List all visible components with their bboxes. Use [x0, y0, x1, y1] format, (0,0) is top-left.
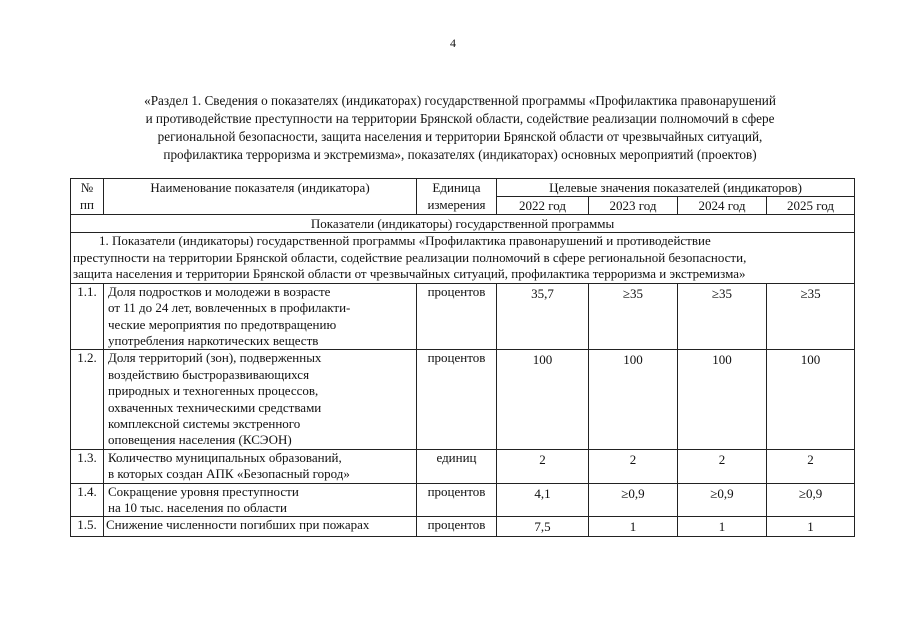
group-title-row [71, 233, 855, 284]
row-name-line: в которых создан АПК «Безопасный город» [108, 466, 350, 482]
row-value-2023: 100 [589, 350, 678, 449]
header-year-2024: 2024 год [678, 197, 767, 215]
row-name [104, 283, 417, 350]
row-value-2022: 7,5 [497, 517, 589, 536]
row-name-line: охваченных техническими средствами [108, 399, 322, 415]
row-name [104, 350, 417, 449]
row-value-2024: 1 [678, 517, 767, 536]
row-name-line: Снижение численности погибших при пожарах [106, 517, 370, 533]
heading-line: «Раздел 1. Сведения о показателях (индикаторах) государственной программы «Профилактика правонарушений [144, 93, 776, 108]
table-header-row [71, 179, 855, 197]
row-num: 1.1. [71, 283, 104, 350]
row-value-2025: ≥0,9 [767, 483, 855, 517]
row-value-2023: 1 [589, 517, 678, 536]
header-year-2025: 2025 год [767, 197, 855, 215]
row-name-line: Количество муниципальных образований, [108, 449, 342, 465]
row-value-2022: 4,1 [497, 483, 589, 517]
header-targets-cell: Целевые значения показателей (индикаторов) [497, 179, 855, 197]
row-name-line: природных и техногенных процессов, [108, 383, 319, 399]
header-year-2023: 2023 год [589, 197, 678, 215]
row-value-2022: 2 [497, 449, 589, 483]
row-unit: единиц [417, 449, 497, 483]
row-unit: процентов [417, 350, 497, 449]
heading-line: и противодействие преступности на территории Брянской области, содействие реализации полномочий в сфере [145, 111, 775, 126]
row-value-2023: ≥35 [589, 283, 678, 350]
header-year-2022: 2022 год [497, 197, 589, 215]
row-name [104, 483, 417, 517]
row-name-line: воздействию быстроразвивающихся [108, 366, 310, 382]
row-name-line: на 10 тыс. населения по области [108, 500, 287, 516]
table-row [71, 483, 855, 517]
row-num: 1.3. [71, 449, 104, 483]
row-name-line: комплексной системы экстренного [108, 416, 301, 432]
header-num-line1: № [80, 180, 94, 195]
table-row [71, 449, 855, 483]
row-num: 1.5. [71, 517, 104, 536]
row-name-line: оповещения населения (КСЭОН) [108, 432, 292, 448]
section-heading [80, 92, 840, 164]
table-row [71, 517, 855, 536]
section-title-cell: Показатели (индикаторы) государственной программы [71, 215, 855, 233]
row-name-line: от 11 до 24 лет, вовлеченных в профилакти- [108, 300, 351, 316]
header-num-cell [71, 179, 104, 215]
row-value-2023: ≥0,9 [589, 483, 678, 517]
row-value-2024: ≥35 [678, 283, 767, 350]
row-num: 1.4. [71, 483, 104, 517]
group-title-line: защита населения и территории Брянской области от чрезвычайных ситуаций, профилактика терроризма и экстремизма» [73, 266, 746, 282]
heading-line: региональной безопасности, защита населения и территории Брянской области от чрезвычайных ситуаций, [157, 129, 763, 144]
indicators-table [70, 178, 855, 537]
row-unit: процентов [417, 483, 497, 517]
row-unit: процентов [417, 283, 497, 350]
row-name-line: ческие мероприятия по предотвращению [108, 316, 337, 332]
row-name-line: употребления наркотических веществ [108, 333, 319, 348]
header-unit-cell [417, 179, 497, 215]
row-value-2025: 1 [767, 517, 855, 536]
row-name-line: Сокращение уровня преступности [108, 483, 299, 499]
row-value-2023: 2 [589, 449, 678, 483]
section-title-row [71, 215, 855, 233]
row-name-line: Доля подростков и молодежи в возрасте [108, 283, 331, 299]
row-name [104, 517, 417, 536]
row-value-2022: 35,7 [497, 283, 589, 350]
row-value-2024: ≥0,9 [678, 483, 767, 517]
group-title-line: 1. Показатели (индикаторы) государственной программы «Профилактика правонарушений и противодействие [99, 233, 711, 248]
row-value-2024: 2 [678, 449, 767, 483]
row-value-2025: ≥35 [767, 283, 855, 350]
header-num-line2: пп [80, 197, 94, 212]
row-num: 1.2. [71, 350, 104, 449]
table-row [71, 283, 855, 350]
group-title-cell [71, 233, 855, 284]
row-value-2022: 100 [497, 350, 589, 449]
header-unit-line1: Единица [432, 180, 481, 195]
row-unit: процентов [417, 517, 497, 536]
row-value-2024: 100 [678, 350, 767, 449]
table-row [71, 350, 855, 449]
heading-line: профилактика терроризма и экстремизма», показателях (индикаторах) основных мероприятий (проектов) [163, 147, 757, 162]
header-name-cell: Наименование показателя (индикатора) [104, 179, 417, 215]
row-name-line: Доля территорий (зон), подверженных [108, 350, 322, 366]
page-number: 4 [450, 36, 456, 50]
row-value-2025: 2 [767, 449, 855, 483]
group-title-line: преступности на территории Брянской области, содействие реализации полномочий в сфере региональной безопасности, [73, 249, 747, 265]
row-name [104, 449, 417, 483]
row-value-2025: 100 [767, 350, 855, 449]
header-unit-line2: измерения [427, 197, 486, 212]
